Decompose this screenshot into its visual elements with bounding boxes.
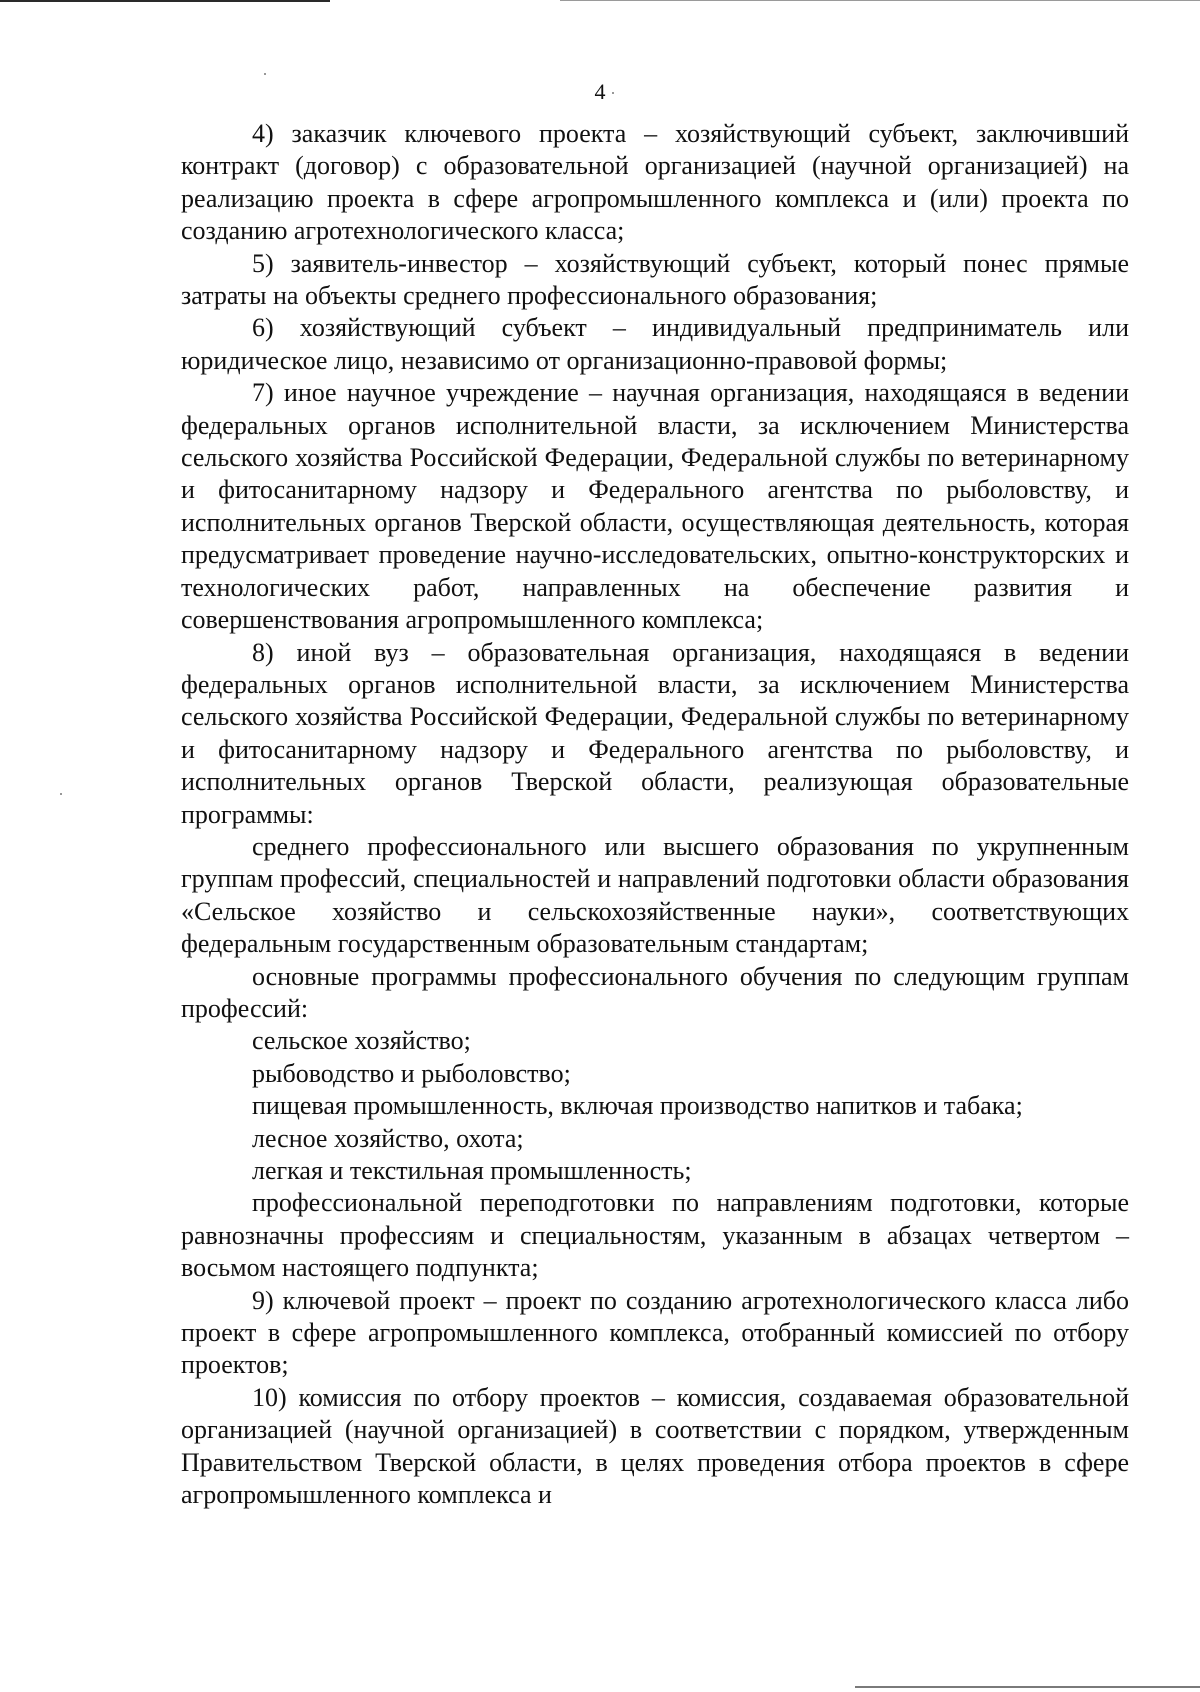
paragraph-item-4: 4) заказчик ключевого проекта – хозяйствующий субъект, заключивший контракт (договор) с образовательной организацией (научной организацией) на реализацию проекта в сфере агропромышленного комплекса и (или) проекта по созданию агротехнологического класса; bbox=[181, 119, 1129, 246]
list-item-fishery: рыбоводство и рыболовство; bbox=[252, 1058, 571, 1088]
list-item-forestry: лесное хозяйство, охота; bbox=[252, 1123, 524, 1153]
list-item-agriculture: сельское хозяйство; bbox=[252, 1026, 471, 1056]
paragraph-item-9: 9) ключевой проект – проект по созданию агротехнологического класса либо проект в сфере агропромышленного комплекса, отобранный комиссией по отбору проектов; bbox=[181, 1285, 1129, 1380]
paragraph-program-retraining: профессиональной переподготовки по направлениям подготовки, которые равнозначны профессиям и специальностям, указанным в абзацах четвертом – восьмом настоящего подпункта; bbox=[181, 1188, 1129, 1283]
scan-edge-bottom bbox=[855, 1686, 1200, 1688]
list-item-light-industry: легкая и текстильная промышленность; bbox=[252, 1156, 692, 1185]
scan-edge-top bbox=[0, 0, 330, 2]
scan-speck bbox=[60, 793, 62, 795]
scan-speck bbox=[264, 73, 266, 75]
list-item-food-industry: пищевая промышленность, включая производство напитков и табака; bbox=[252, 1091, 1023, 1121]
page-number: 4 bbox=[594, 79, 606, 104]
scan-edge-top-right bbox=[560, 0, 1200, 1]
paragraph-item-7: 7) иное научное учреждение – научная организация, находящаяся в ведении федеральных органов исполнительной власти, за исключением Министерства сельского хозяйства Российской Федерации, Федеральной службы по ветеринарному и фитосанитарному надзору и Федерального агентства по рыболовству, и исполнительных органов Тверской области, осуществляющая деятельность, которая предусматривает проведение научно-исследовательских, опытно-конструкторских и технологических работ, направленных на обеспечение развития и совершенствования агропромышленного комплекса; bbox=[181, 378, 1129, 635]
paragraph-item-10: 10) комиссия по отбору проектов – комиссия, создаваемая образовательной организацией (научной организацией) в соответствии с порядком, утвержденным Правительством Тверской области, в целях проведения отбора проектов в сфере агропромышленного комплекса и bbox=[181, 1382, 1129, 1510]
document-body bbox=[181, 118, 1129, 1511]
paragraph-item-6: 6) хозяйствующий субъект – индивидуальный предприниматель или юридическое лицо, независимо от организационно-правовой формы; bbox=[181, 313, 1129, 375]
paragraph-program-higher-education: среднего профессионального или высшего образования по укрупненным группам профессий, специальностей и направлений подготовки области образования «Сельское хозяйство и сельскохозяйственные науки», соответствующих федеральным государственным образовательным стандартам; bbox=[181, 831, 1129, 959]
paragraph-item-5: 5) заявитель-инвестор – хозяйствующий субъект, который понес прямые затраты на объекты среднего профессионального образования; bbox=[181, 248, 1129, 311]
paragraph-program-vocational-training: основные программы профессионального обучения по следующим группам профессий: bbox=[181, 961, 1129, 1023]
paragraph-item-8: 8) иной вуз – образовательная организация, находящаяся в ведении федеральных органов исполнительной власти, за исключением Министерства сельского хозяйства Российской Федерации, Федеральной службы по ветеринарному и фитосанитарному надзору и Федерального агентства по рыболовству, и исполнительных органов Тверской области, реализующая образовательные программы: bbox=[181, 637, 1129, 829]
